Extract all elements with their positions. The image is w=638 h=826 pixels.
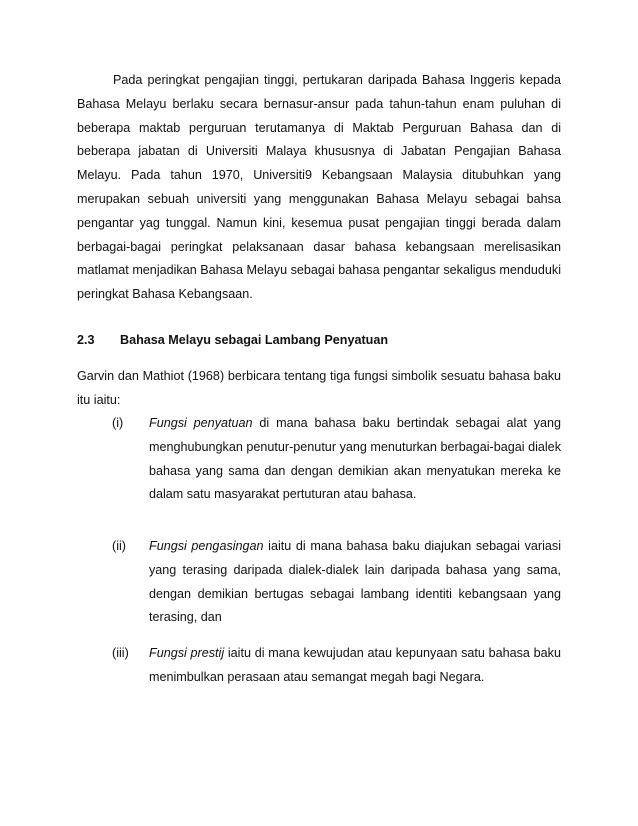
section-heading bbox=[77, 328, 561, 352]
list-item-body bbox=[149, 642, 561, 690]
section-number: 2.3 bbox=[77, 333, 95, 347]
list-item-text: iaitu di mana kewujudan atau kepunyaan satu bahasa baku menimbulkan perasaan atau semangat megah bagi Negara. bbox=[149, 646, 561, 684]
list-marker: (iii) bbox=[112, 646, 129, 660]
list-marker: (i) bbox=[112, 416, 124, 430]
list-item-body bbox=[149, 535, 561, 630]
list-item-text: di mana bahasa baku bertindak sebagai alat yang menghubungkan penutur-penutur yang menuturkan berbagai-bagai dialek bahasa yang sama dan dengan demikian akan menyatukan mereka ke dalam satu masyarakat pertuturan atau bahasa. bbox=[149, 416, 562, 502]
document-page bbox=[77, 0, 561, 826]
list-item-body bbox=[149, 412, 561, 507]
list-item-term: Fungsi penyatuan bbox=[149, 416, 253, 430]
list-item bbox=[112, 412, 561, 507]
functions-intro-paragraph: Garvin dan Mathiot (1968) berbicara tentang tiga fungsi simbolik sesuatu bahasa baku itu iaitu: bbox=[77, 369, 561, 407]
list-item-text: iaitu di mana bahasa baku diajukan sebagai variasi yang terasing daripada dialek-dialek lain daripada bahasa yang sama, dengan demikian bertugas sebagai lambang identiti kebangsaan yang terasing, dan bbox=[149, 539, 561, 625]
list-item-term: Fungsi pengasingan bbox=[149, 539, 264, 553]
list-marker: (ii) bbox=[112, 539, 126, 553]
list-item bbox=[112, 535, 561, 630]
section-title: Bahasa Melayu sebagai Lambang Penyatuan bbox=[120, 333, 389, 347]
intro-paragraph: Pada peringkat pengajian tinggi, pertukaran daripada Bahasa Inggeris kepada Bahasa Melayu berlaku secara bernasur-ansur pada tahun-tahun enam puluhan di beberapa maktab perguruan terutamanya di Maktab Perguruan Bahasa dan di beberapa jabatan di Universiti Malaya khususnya di Jabatan Pengajian Bahasa Melayu. Pada tahun 1970, Universiti9 Kebangsaan Malaysia ditubuhkan yang merupakan sebuah universiti yang menggunakan Bahasa Melayu sebagai bahsa pengantar yag tunggal. Namun kini, kesemua pusat pengajian tinggi berada dalam berbagai-bagai peringkat pelaksanaan dasar bahasa kebangsaan merelisasikan matlamat menjadikan Bahasa Melayu sebagai bahasa pengantar sekaligus menduduki peringkat Bahasa Kebangsaan. bbox=[77, 73, 561, 302]
list-item-term: Fungsi prestij bbox=[149, 646, 225, 660]
list-item bbox=[112, 642, 561, 690]
